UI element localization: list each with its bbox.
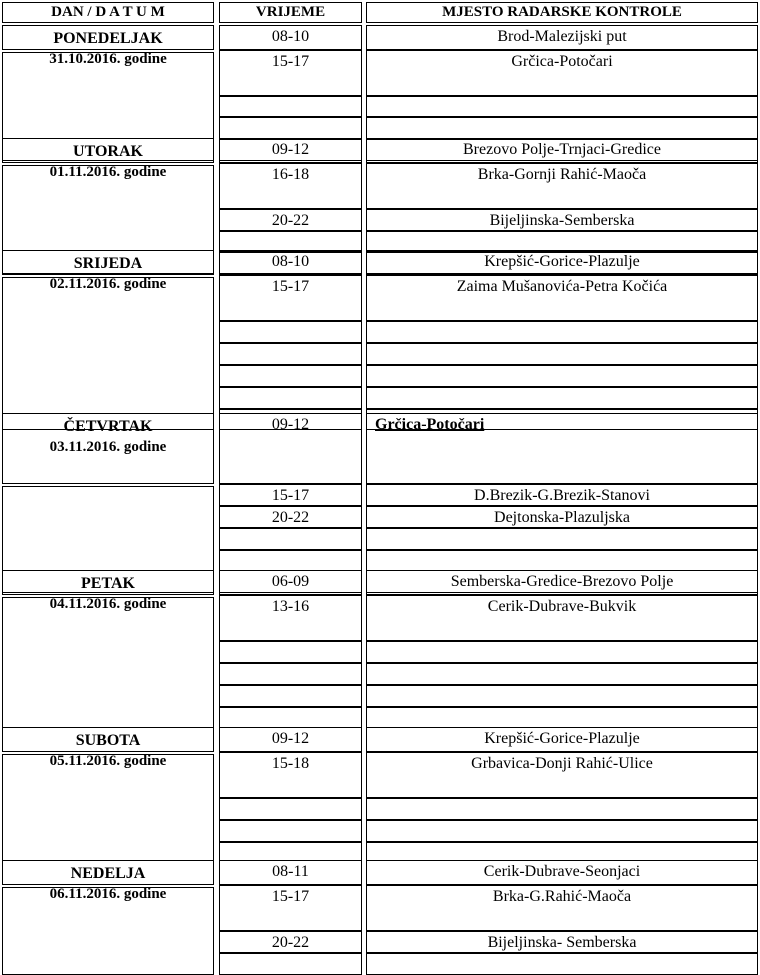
time-cell: 08-10 xyxy=(219,25,362,50)
location-cell: Krepšić-Gorice-Plazulje xyxy=(366,727,758,752)
time-cell: 15-18 xyxy=(219,752,362,798)
location-cell xyxy=(366,96,758,117)
location-cell xyxy=(366,798,758,820)
location-cell xyxy=(366,685,758,707)
time-cell xyxy=(219,321,362,343)
time-cell xyxy=(219,798,362,820)
location-cell: Brezovo Polje-Trnjaci-Gredice xyxy=(366,138,758,163)
time-cell: 15-17 xyxy=(219,885,362,931)
location-cell: Bijeljinska-Semberska xyxy=(366,209,758,231)
time-cell: 09-12 xyxy=(219,727,362,752)
location-cell: D.Brezik-G.Brezik-Stanovi xyxy=(366,484,758,506)
location-cell: Krepšić-Gorice-Plazulje xyxy=(366,250,758,275)
location-cell xyxy=(366,953,758,975)
day-name: ČETVRTAK xyxy=(63,418,153,435)
location-cell xyxy=(366,387,758,409)
location-cell xyxy=(366,321,758,343)
day-cell xyxy=(2,570,214,612)
location-cell xyxy=(366,641,758,663)
location-cell: Brka-Gornji Rahić-Maoča xyxy=(366,163,758,209)
time-cell xyxy=(219,820,362,842)
day-cell xyxy=(2,413,214,484)
day-name: UTORAK xyxy=(73,143,143,160)
time-cell xyxy=(219,528,362,550)
location-cell: Zaima Mušanovića-Petra Kočića xyxy=(366,275,758,321)
time-cell xyxy=(219,96,362,117)
day-cell xyxy=(2,138,214,180)
time-cell xyxy=(219,343,362,365)
location-cell xyxy=(366,707,758,728)
day-cell xyxy=(2,25,214,67)
time-cell: 09-12 xyxy=(219,413,362,484)
time-cell: 06-09 xyxy=(219,570,362,595)
location-cell xyxy=(366,528,758,550)
location-cell xyxy=(366,663,758,685)
time-cell xyxy=(219,641,362,663)
location-cell xyxy=(366,117,758,139)
time-cell: 08-10 xyxy=(219,250,362,275)
day-date: 31.10.2016. godine xyxy=(49,51,167,67)
header-location: MJESTO RADARSKE KONTROLE xyxy=(366,2,758,23)
location-cell: Grčica-Potočari xyxy=(366,50,758,96)
day-date: 06.11.2016. godine xyxy=(49,886,167,902)
day-name: SRIJEDA xyxy=(73,255,143,272)
time-cell: 15-17 xyxy=(219,275,362,321)
location-cell: Cerik-Dubrave-Seonjaci xyxy=(366,860,758,885)
location-cell xyxy=(366,365,758,387)
time-cell: 20-22 xyxy=(219,209,362,231)
time-cell xyxy=(219,387,362,409)
day-date: 04.11.2016. godine xyxy=(49,596,167,612)
time-cell: 20-22 xyxy=(219,931,362,953)
time-cell xyxy=(219,707,362,728)
day-date: 01.11.2016. godine xyxy=(49,164,167,180)
day-cell xyxy=(2,727,214,769)
location-cell: Semberska-Gredice-Brezovo Polje xyxy=(366,570,758,595)
time-cell xyxy=(219,953,362,975)
time-cell: 13-16 xyxy=(219,595,362,641)
header-time: VRIJEME xyxy=(219,2,362,23)
time-cell: 20-22 xyxy=(219,506,362,528)
location-cell xyxy=(366,413,758,484)
location-cell xyxy=(366,820,758,842)
location-cell xyxy=(366,231,758,252)
location-emphasis: Grčica-Potočari xyxy=(375,416,485,433)
time-cell xyxy=(219,663,362,685)
day-name: PONEDELJAK xyxy=(53,30,163,47)
time-cell xyxy=(219,117,362,139)
day-name: SUBOTA xyxy=(75,732,141,749)
day-name: PETAK xyxy=(81,575,135,592)
day-filler-cell xyxy=(2,887,214,975)
time-cell: 09-12 xyxy=(219,138,362,163)
location-cell xyxy=(366,343,758,365)
location-cell: Brod-Malezijski put xyxy=(366,25,758,50)
location-cell: Dejtonska-Plazuljska xyxy=(366,506,758,528)
time-cell: 15-17 xyxy=(219,50,362,96)
location-cell: Grbavica-Donji Rahić-Ulice xyxy=(366,752,758,798)
day-cell xyxy=(2,860,214,902)
location-cell: Bijeljinska- Semberska xyxy=(366,931,758,953)
day-filler-cell xyxy=(2,597,214,728)
location-cell: Cerik-Dubrave-Bukvik xyxy=(366,595,758,641)
day-cell xyxy=(2,250,214,292)
day-date: 02.11.2016. godine xyxy=(49,276,167,292)
time-cell xyxy=(219,231,362,252)
day-date: 03.11.2016. godine xyxy=(49,439,167,455)
time-cell: 15-17 xyxy=(219,484,362,506)
time-cell: 08-11 xyxy=(219,860,362,885)
location-cell: Brka-G.Rahić-Maoča xyxy=(366,885,758,931)
time-cell xyxy=(219,365,362,387)
header-day-date: DAN / D A T U M xyxy=(2,2,214,23)
day-filler-cell xyxy=(2,277,214,430)
time-cell: 16-18 xyxy=(219,163,362,209)
day-name: NEDELJA xyxy=(70,865,146,882)
day-date: 05.11.2016. godine xyxy=(49,753,167,769)
time-cell xyxy=(219,685,362,707)
